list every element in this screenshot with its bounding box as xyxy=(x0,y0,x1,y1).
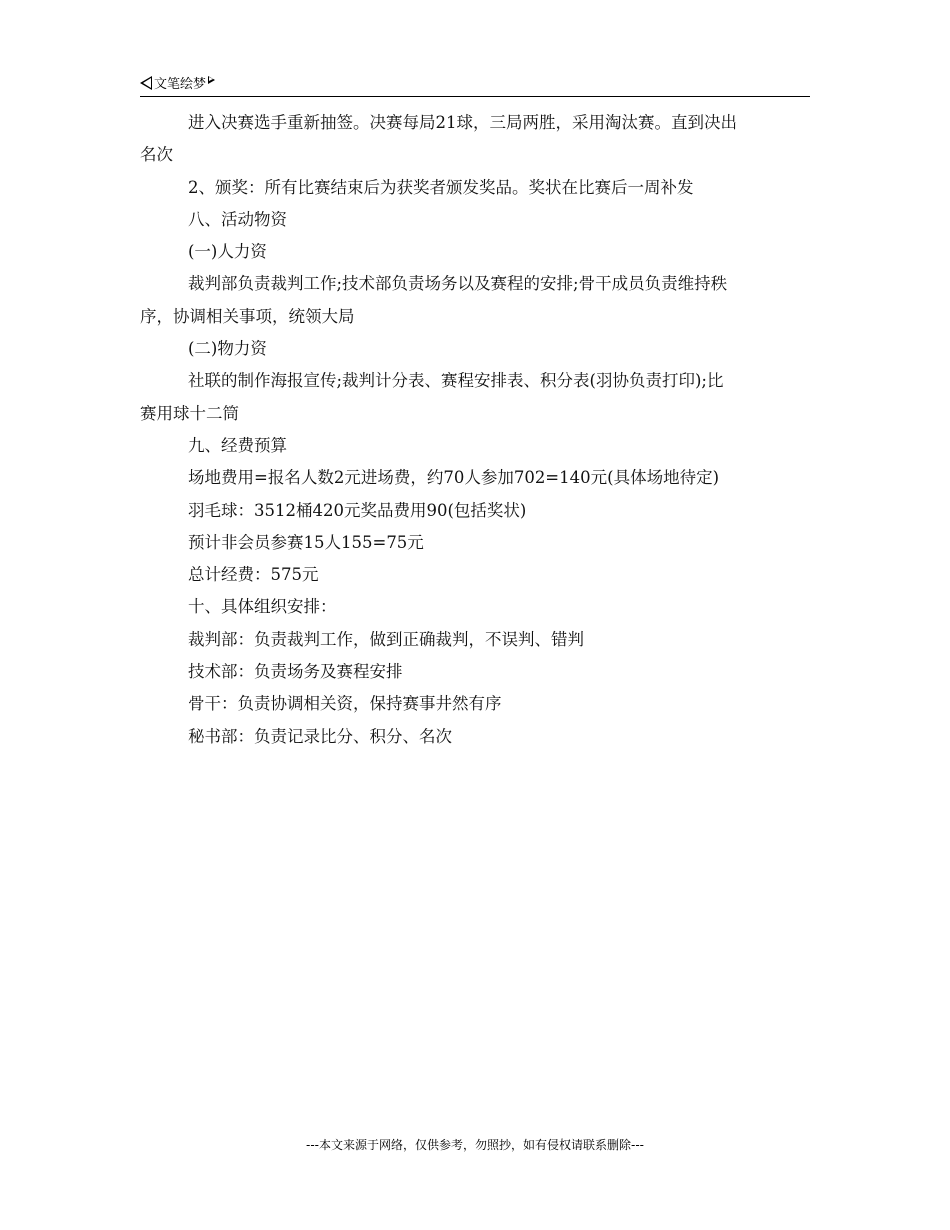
text-line: 十、具体组织安排： xyxy=(188,597,337,617)
text-line: 骨干：负责协调相关资，保持赛事井然有序 xyxy=(188,694,502,714)
right-triangle-icon xyxy=(208,76,215,84)
text-line: 裁判部负责裁判工作;技术部负责场务以及赛程的安排;骨干成员负责维持秩 xyxy=(188,274,728,294)
left-triangle-icon xyxy=(140,76,152,90)
subsection-heading xyxy=(140,333,810,365)
paragraph xyxy=(140,365,810,430)
text-line: 进入决赛选手重新抽签。决赛每局21球，三局两胜，采用淘汰赛。直到决出 xyxy=(188,113,737,132)
section-heading xyxy=(140,204,810,236)
paragraph xyxy=(140,462,810,494)
text-line: (二)物力资 xyxy=(188,339,267,359)
paragraph xyxy=(140,268,810,333)
text-line: 裁判部：负责裁判工作，做到正确裁判，不误判、错判 xyxy=(188,629,584,649)
text-line: 2、颁奖：所有比赛结束后为获奖者颁发奖品。奖状在比赛后一周补发 xyxy=(188,177,694,197)
paragraph xyxy=(140,172,810,204)
text-line: 羽毛球：3512桶420元奖品费用90(包括奖状) xyxy=(188,500,527,520)
paragraph xyxy=(140,688,810,720)
paragraph xyxy=(140,559,810,591)
text-line: 名次 xyxy=(140,145,173,165)
paragraph xyxy=(140,527,810,559)
paragraph xyxy=(140,624,810,656)
header-brand xyxy=(140,73,215,92)
section-heading xyxy=(140,591,810,623)
text-line: 九、经费预算 xyxy=(188,435,287,455)
page-footer-disclaimer: ---本文来源于网络，仅供参考，勿照抄，如有侵权请联系删除--- xyxy=(306,1138,644,1152)
text-line: 技术部：负责场务及赛程安排 xyxy=(188,662,403,682)
text-line: 预计非会员参赛15人155=75元 xyxy=(188,532,424,552)
paragraph xyxy=(140,721,810,753)
text-line: (一)人力资 xyxy=(188,242,267,262)
paragraph xyxy=(140,656,810,688)
text-line: 秘书部：负责记录比分、积分、名次 xyxy=(188,726,452,746)
section-heading xyxy=(140,430,810,462)
paragraph xyxy=(140,495,810,527)
text-line: 序，协调相关事项，统领大局 xyxy=(140,306,355,326)
text-line: 社联的制作海报宣传;裁判计分表、赛程安排表、积分表(羽协负责打印);比 xyxy=(188,371,724,391)
text-line: 赛用球十二筒 xyxy=(140,403,239,423)
document-body xyxy=(140,107,810,753)
text-line: 总计经费：575元 xyxy=(188,565,319,585)
text-line: 场地费用=报名人数2元进场费，约70人参加702=140元(具体场地待定) xyxy=(188,468,720,488)
text-line: 八、活动物资 xyxy=(188,209,287,229)
subsection-heading xyxy=(140,236,810,268)
brand-text: 文笔绘梦 xyxy=(154,77,207,92)
page-header xyxy=(140,72,810,97)
paragraph xyxy=(140,107,810,172)
